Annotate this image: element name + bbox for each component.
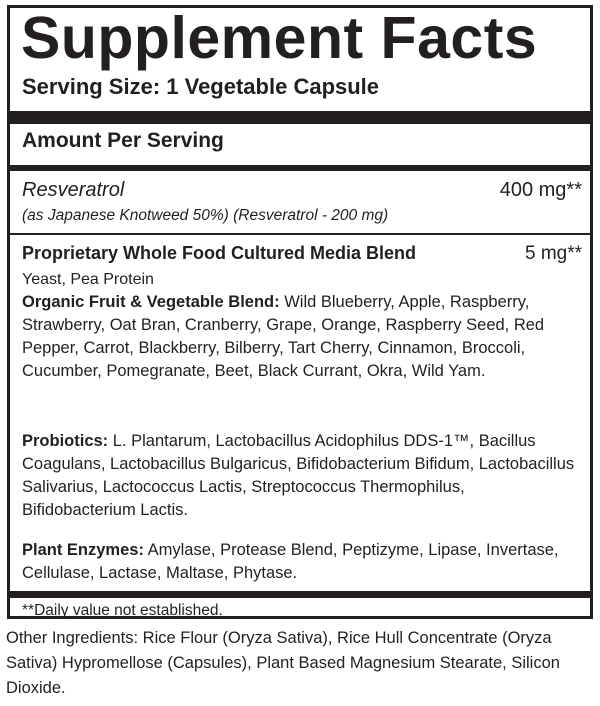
supplement-facts-panel — [7, 5, 593, 619]
blend-amount: 5 mg** — [524, 243, 582, 264]
thick-divider — [10, 111, 590, 124]
group-label: Probiotics: — [22, 432, 109, 450]
group-label: Plant Enzymes: — [22, 541, 144, 559]
medium-divider — [10, 165, 590, 171]
bottom-divider — [10, 591, 590, 598]
thin-divider — [10, 233, 590, 235]
blend-base-ingredients: Yeast, Pea Protein — [22, 271, 154, 288]
panel-title: Supplement Facts — [21, 5, 538, 71]
blend-name: Proprietary Whole Food Cultured Media Blend — [22, 243, 417, 263]
group-label: Organic Fruit & Vegetable Blend: — [22, 293, 280, 311]
other-ingredients: Other Ingredients: Rice Flour (Oryza Sativa), Rice Hull Concentrate (Oryza Sativa) Hypromellose (Capsules), Plant Based Magnesium Stearate, Silicon Dioxide. — [6, 629, 560, 697]
probiotics-group — [22, 430, 582, 522]
resveratrol-name: Resveratrol — [22, 179, 125, 201]
fruit-vegetable-group — [22, 291, 582, 383]
serving-size: Serving Size: 1 Vegetable Capsule — [22, 74, 380, 99]
resveratrol-amount: 400 mg** — [499, 179, 582, 201]
enzymes-group — [22, 539, 582, 585]
group-text: Amylase, Protease Blend, Peptizyme, Lipase, Invertase, Cellulase, Lactase, Maltase, Phytase. — [22, 541, 559, 582]
footnote: **Daily value not established. — [22, 602, 223, 619]
group-text: Wild Blueberry, Apple, Raspberry, Strawberry, Oat Bran, Cranberry, Grape, Orange, Raspberry Seed, Red Pepper, Carrot, Blackberry, Bilberry, Tart Cherry, Cinnamon, Broccoli, Cucumber, Pomegranate, Beet, Black Currant, Okra, Wild Yam. — [22, 293, 545, 380]
amount-per-serving-heading: Amount Per Serving — [22, 129, 224, 152]
group-text: L. Plantarum, Lactobacillus Acidophilus DDS-1™, Bacillus Coagulans, Lactobacillus Bulgaricus, Bifidobacterium Bifidum, Lactobacillus Salivarius, Lactococcus Lactis, Streptococcus Thermophilus, Bifidobacterium Lactis. — [22, 432, 575, 519]
resveratrol-source: (as Japanese Knotweed 50%) (Resveratrol - 200 mg) — [22, 207, 389, 224]
